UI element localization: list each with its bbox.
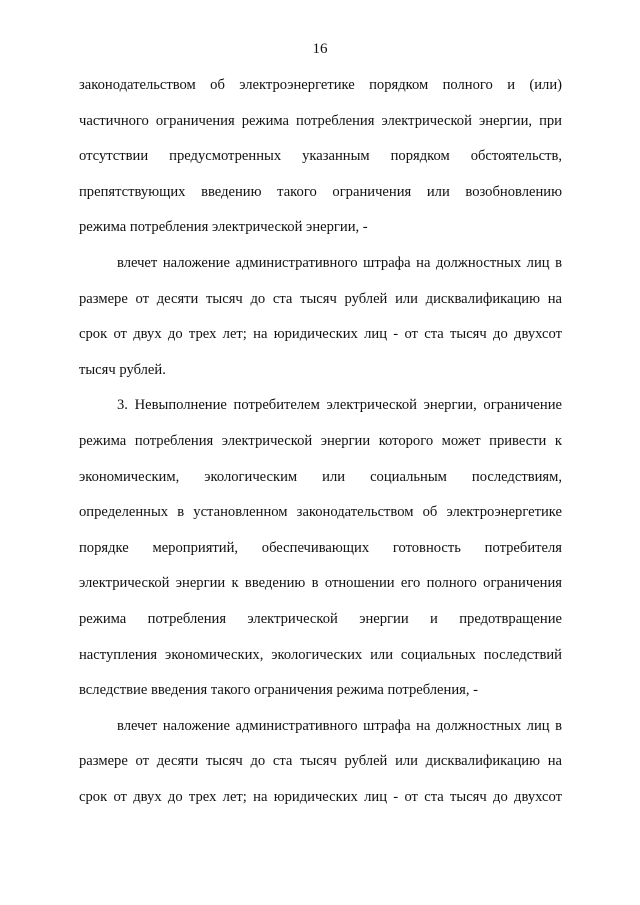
page-number: 16 xyxy=(312,41,328,57)
text-line: режима потребления электрической энергии и предотвращение xyxy=(79,610,562,627)
text-line: отсутствии предусмотренных указанным порядком обстоятельств, xyxy=(79,148,562,165)
text-line: размере от десяти тысяч до ста тысяч рублей или дисквалификацию на xyxy=(79,753,562,770)
text-line: вследствие введения такого ограничения режима потребления, - xyxy=(79,682,479,699)
text-line: влечет наложение административного штрафа на должностных лиц в xyxy=(117,717,562,734)
text-line: порядке мероприятий, обеспечивающих готовность потребителя xyxy=(79,539,562,556)
text-line: наступления экономических, экологических или социальных последствий xyxy=(79,646,562,663)
text-line: размере от десяти тысяч до ста тысяч рублей или дисквалификацию на xyxy=(79,290,562,307)
document-body xyxy=(79,68,562,815)
text-line: влечет наложение административного штрафа на должностных лиц в xyxy=(117,254,562,271)
text-line: срок от двух до трех лет; на юридических лиц - от ста тысяч до двухсот xyxy=(79,326,562,343)
text-line: экономическим, экологическим или социальным последствиям, xyxy=(79,468,562,485)
text-line: электрической энергии к введению в отношении его полного ограничения xyxy=(79,575,562,592)
text-line: режима потребления электрической энергии, - xyxy=(79,219,368,236)
text-line: срок от двух до трех лет; на юридических лиц - от ста тысяч до двухсот xyxy=(79,788,562,805)
text-line: препятствующих введению такого ограничения или возобновлению xyxy=(79,183,562,200)
text-line: определенных в установленном законодательством об электроэнергетике xyxy=(79,504,562,521)
text-line: режима потребления электрической энергии которого может привести к xyxy=(79,432,562,449)
text-line: тысяч рублей. xyxy=(79,361,166,378)
text-line: законодательством об электроэнергетике порядком полного и (или) xyxy=(79,77,562,93)
text-line: частичного ограничения режима потребления электрической энергии, при xyxy=(79,112,562,129)
text-line: 3. Невыполнение потребителем электрической энергии, ограничение xyxy=(117,397,562,414)
